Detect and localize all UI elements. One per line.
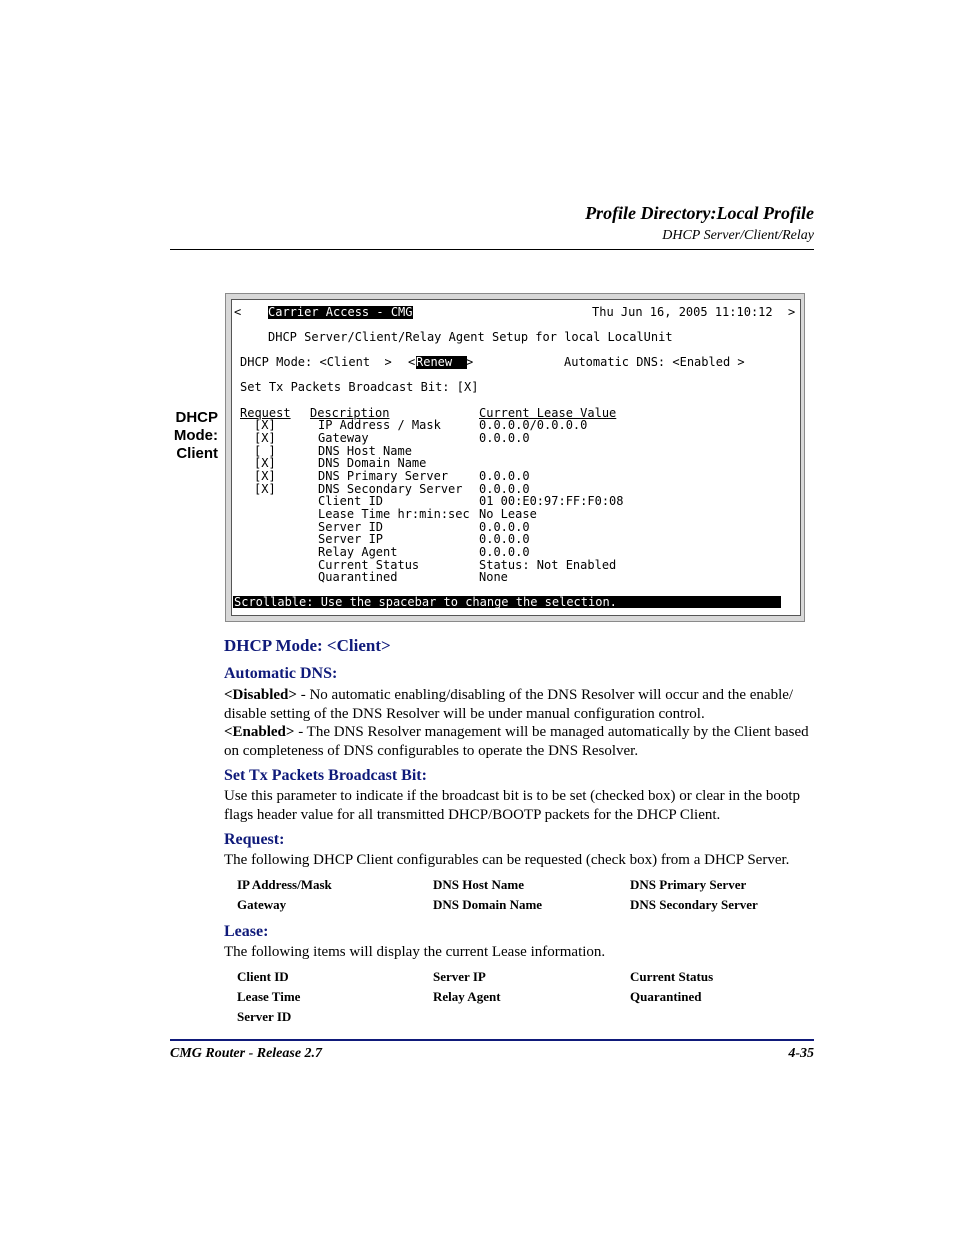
terminal-row-desc: Server ID bbox=[318, 520, 384, 534]
terminal-row-req: [X] bbox=[254, 469, 276, 483]
auto-dns-disabled-text: - No automatic enabling/disabling of the DNS Resolver will occur and the enable/ disable setting of the DNS Resolver will be under manual configuration control. bbox=[224, 687, 794, 722]
terminal-row-val: No Lease bbox=[479, 507, 537, 521]
lease-item: Current Status bbox=[630, 969, 714, 984]
page-header-subtitle: DHCP Server/Client/Relay bbox=[662, 228, 814, 243]
auto-dns-enabled-text: - The DNS Resolver management will be managed automatically by the Client based on completeness of DNS configurables to operate the DNS Resolver. bbox=[224, 724, 809, 759]
lease-paragraph: The following items will display the current Lease information. bbox=[224, 944, 606, 960]
terminal-row-val: 0.0.0.0 bbox=[479, 545, 530, 559]
terminal-renew-open: < bbox=[408, 355, 416, 369]
terminal-row-req: [X] bbox=[254, 482, 276, 496]
terminal-renew-close: > bbox=[466, 355, 474, 369]
terminal-row-desc: Lease Time hr:min:sec bbox=[318, 507, 470, 521]
terminal-row-desc: Gateway bbox=[318, 431, 369, 445]
terminal-col-lease-value: Current Lease Value bbox=[479, 406, 617, 420]
terminal-row-desc: DNS Host Name bbox=[318, 444, 412, 458]
terminal-renew-button: Renew bbox=[416, 355, 467, 369]
terminal-app-name: Carrier Access - CMG bbox=[268, 305, 413, 319]
request-heading: Request: bbox=[224, 831, 285, 848]
terminal-row-val: 0.0.0.0 bbox=[479, 469, 530, 483]
broadcast-paragraph: Use this parameter to indicate if the broadcast bit is to be set (checked box) or clear in the bootp flags header value for all transmitted DHCP/BOOTP packets for the DHCP Client. bbox=[224, 788, 801, 823]
terminal-screen-title: DHCP Server/Client/Relay Agent Setup for local LocalUnit bbox=[268, 330, 673, 344]
terminal-row-val: 0.0.0.0 bbox=[479, 532, 530, 546]
terminal-row-desc: Relay Agent bbox=[318, 545, 398, 559]
auto-dns-enabled-paragraph bbox=[224, 723, 816, 761]
terminal-row-req: [X] bbox=[254, 456, 276, 470]
terminal-row-req: [X] bbox=[254, 431, 276, 445]
side-label-line3: Client bbox=[176, 445, 218, 462]
terminal-nav-left: < bbox=[234, 305, 242, 319]
request-item: DNS Host Name bbox=[433, 877, 524, 892]
terminal-row-desc: Quarantined bbox=[318, 570, 398, 584]
terminal-row-desc: DNS Secondary Server bbox=[318, 482, 463, 496]
terminal-row-val: 0.0.0.0 bbox=[479, 520, 530, 534]
lease-item: Lease Time bbox=[237, 989, 301, 1004]
terminal-col-description: Description bbox=[310, 406, 390, 420]
side-label-line1: DHCP bbox=[175, 409, 218, 426]
lease-item: Quarantined bbox=[630, 989, 702, 1004]
terminal-dhcp-mode-field: DHCP Mode: <Client > bbox=[240, 355, 392, 369]
request-paragraph: The following DHCP Client configurables can be requested (check box) from a DHCP Server. bbox=[224, 852, 790, 868]
terminal-row-val: 0.0.0.0/0.0.0.0 bbox=[479, 418, 588, 432]
terminal-nav-right: > bbox=[788, 305, 796, 319]
terminal-row-desc: Current Status bbox=[318, 558, 420, 572]
side-label-line2: Mode: bbox=[173, 427, 218, 444]
lease-item: Client ID bbox=[237, 969, 289, 984]
terminal-row-val: 01 00:E0:97:FF:F0:08 bbox=[479, 494, 624, 508]
lease-item: Server ID bbox=[237, 1009, 292, 1024]
terminal-row-desc: IP Address / Mask bbox=[318, 418, 441, 432]
terminal-col-request: Request bbox=[240, 406, 291, 420]
terminal-row-val: None bbox=[479, 570, 508, 584]
request-item: DNS Primary Server bbox=[630, 877, 747, 892]
terminal-row-desc: Client ID bbox=[318, 494, 384, 508]
auto-dns-disabled-paragraph bbox=[224, 686, 816, 724]
lease-item: Relay Agent bbox=[433, 989, 501, 1004]
auto-dns-disabled-term: <Disabled> bbox=[224, 687, 297, 703]
terminal-row-desc: DNS Primary Server bbox=[318, 469, 449, 483]
terminal-row-desc: Server IP bbox=[318, 532, 384, 546]
footer-product: CMG Router - Release 2.7 bbox=[170, 1046, 323, 1061]
request-item: Gateway bbox=[237, 897, 287, 912]
lease-heading: Lease: bbox=[224, 923, 269, 940]
terminal-row-req: [X] bbox=[254, 418, 276, 432]
terminal-automatic-dns-field: Automatic DNS: <Enabled > bbox=[564, 355, 745, 369]
terminal-row-val: 0.0.0.0 bbox=[479, 431, 530, 445]
figure-side-label bbox=[166, 409, 218, 463]
header-divider bbox=[170, 249, 814, 250]
request-item: DNS Domain Name bbox=[433, 897, 543, 912]
terminal-row-req: [ ] bbox=[254, 444, 276, 458]
terminal-row-val: Status: Not Enabled bbox=[479, 558, 617, 572]
page-header-title: Profile Directory:Local Profile bbox=[585, 203, 814, 223]
auto-dns-enabled-term: <Enabled> bbox=[224, 724, 295, 740]
terminal-datetime: Thu Jun 16, 2005 11:10:12 bbox=[592, 305, 773, 319]
auto-dns-heading: Automatic DNS: bbox=[224, 665, 338, 682]
lease-item: Server IP bbox=[433, 969, 486, 984]
broadcast-heading: Set Tx Packets Broadcast Bit: bbox=[224, 767, 427, 784]
request-item: IP Address/Mask bbox=[237, 877, 332, 892]
request-item: DNS Secondary Server bbox=[630, 897, 758, 912]
terminal-row-desc: DNS Domain Name bbox=[318, 456, 427, 470]
terminal-row-val: 0.0.0.0 bbox=[479, 482, 530, 496]
terminal-broadcast-bit-field: Set Tx Packets Broadcast Bit: [X] bbox=[240, 380, 479, 394]
terminal-status-text: Scrollable: Use the spacebar to change the selection. bbox=[234, 595, 617, 609]
section-title: DHCP Mode: <Client> bbox=[224, 636, 391, 655]
footer-divider bbox=[170, 1039, 814, 1041]
page-number: 4-35 bbox=[788, 1046, 814, 1061]
